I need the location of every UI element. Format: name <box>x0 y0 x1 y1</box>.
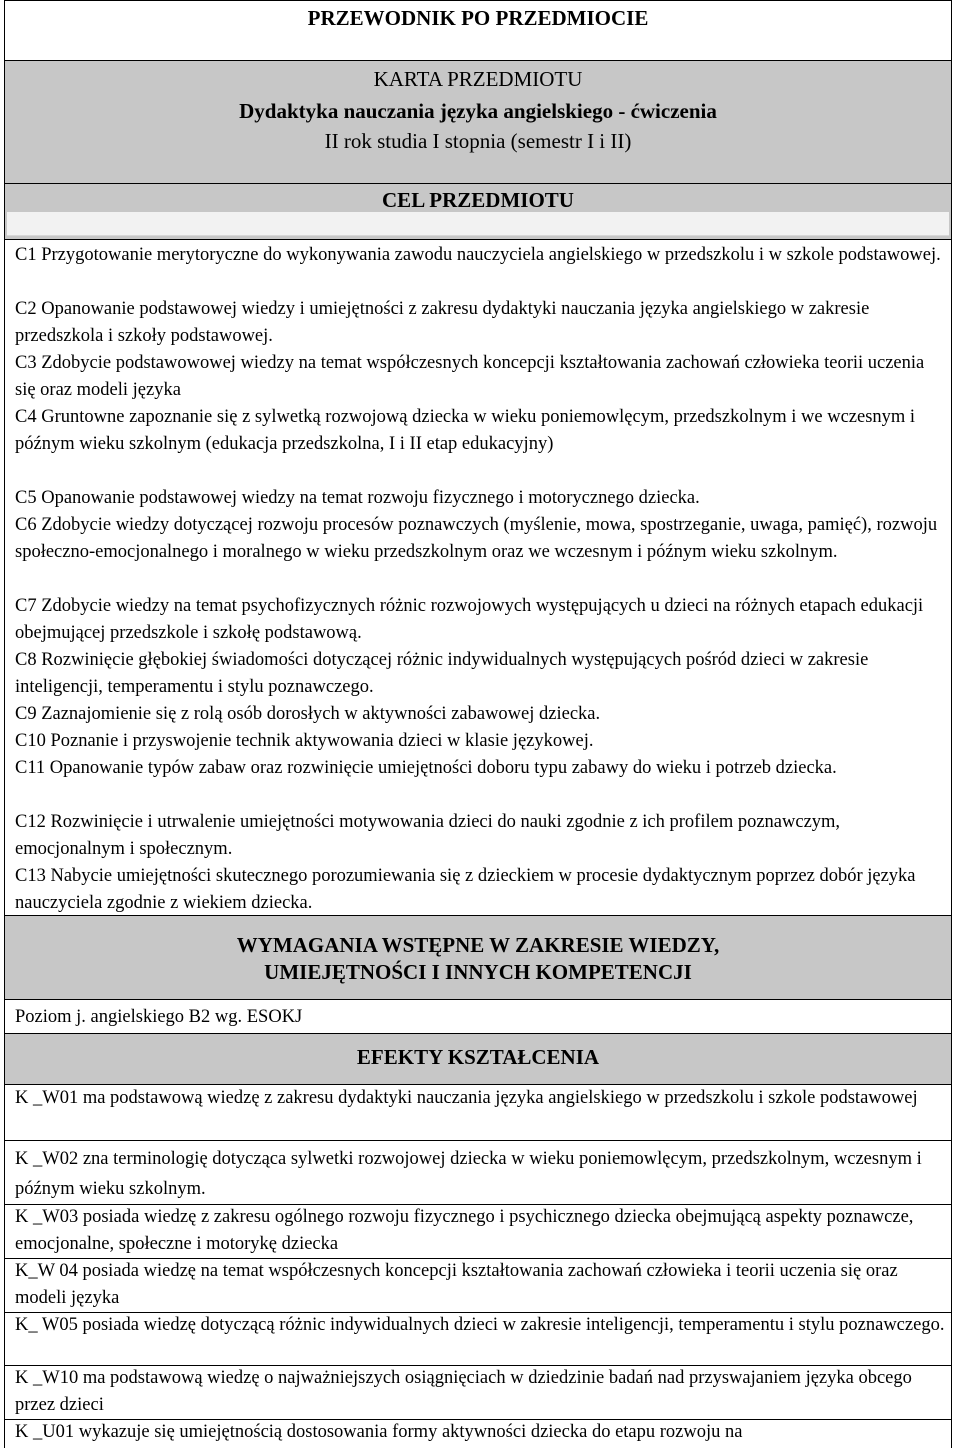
course-name: Dydaktyka nauczania języka angielskiego - ćwiczenia <box>239 99 717 123</box>
cel-item: C1 Przygotowanie merytoryczne do wykonywania zawodu nauczyciela angielskiego w przedszkolu i w szkole podstawowej. <box>15 245 941 265</box>
cel-item: C8 Rozwinięcie głębokiej świadomości dotyczącej różnic indywidualnych występujących pośród dzieci w zakresie inteligencji, temperamentu i stylu poznawczego. <box>15 650 869 697</box>
cel-item: C10 Poznanie i przyswojenie technik aktywowania dzieci w klasie językowej. <box>15 731 594 751</box>
cel-item: C5 Opanowanie podstawowej wiedzy na temat rozwoju fizycznego i motorycznego dziecka. <box>15 488 700 508</box>
cel-item: C2 Opanowanie podstawowej wiedzy i umiejętności z zakresu dydaktyki nauczania języka angielskiego w zakresie przedszkola i szkoły podstawowej. <box>15 299 870 346</box>
cel-item: C9 Zaznajomienie się z rolą osób dorosłych w aktywności zabawowej dziecka. <box>15 704 601 724</box>
cel-heading: CEL PRZEDMIOTU <box>382 188 574 212</box>
card-label: KARTA PRZEDMIOTU <box>373 67 583 91</box>
wymagania-heading-section <box>5 916 951 999</box>
efekt-item: K _W10 ma podstawową wiedzę o najważniejszych osiągnięciach w dziedzinie badań nad przyswajaniem języka obcego przez dzieci <box>15 1368 912 1415</box>
cel-item: C11 Opanowanie typów zabaw oraz rozwinięcie umiejętności doboru typu zabawy do wieku i potrzeb dziecka. <box>15 758 837 778</box>
efekt-item: K_W 04 posiada wiedzę na temat współczesnych koncepcji kształtowania zachowań człowieka i teorii uczenia się oraz modeli języka <box>15 1261 898 1308</box>
cel-item: C3 Zdobycie podstawowowej wiedzy na temat współczesnych koncepcji kształtowania zachowań człowieka teorii uczenia się oraz modeli języka <box>15 353 925 400</box>
cel-item: C6 Zdobycie wiedzy dotyczącej rozwoju procesów poznawczych (myślenie, mowa, spostrzeganie, uwaga, pamięć), rozwoju społeczno-emocjonalnego i moralnego w wieku przedszkolnym oraz we wczesnym i późnym wieku szkolnym. <box>15 515 938 562</box>
course-card-section <box>5 61 951 183</box>
efekt-item: K _W02 zna terminologię dotycząca sylwetki rozwojowej dziecka w wieku poniemowlęcym, przedszkolnym, wczesnym i późnym wieku szkolnym. <box>15 1149 922 1199</box>
efekty-heading: EFEKTY KSZTAŁCENIA <box>356 1045 600 1069</box>
efekt-item: K _U01 wykazuje się umiejętnością dostosowania formy aktywności dziecka do etapu rozwoju na <box>15 1422 743 1442</box>
cel-heading-section <box>5 184 951 239</box>
cel-item: C12 Rozwinięcie i utrwalenie umiejętności motywowania dzieci do nauki zgodnie z ich profilem poznawczym, emocjonalnym i społecznym. <box>15 812 841 859</box>
efekt-item: K _W01 ma podstawową wiedzę z zakresu dydaktyki nauczania języka angielskiego w przedszkolu i szkole podstawowej <box>15 1088 918 1108</box>
cel-item: C13 Nabycie umiejętności skutecznego porozumiewania się z dzieckiem w procesie dydaktycznym poprzez dobór języka nauczyciela zgodnie z wiekiem dziecka. <box>15 866 916 913</box>
wymagania-heading-line2: UMIEJĘTNOŚCI I INNYCH KOMPETENCJI <box>264 960 692 984</box>
efekt-item: K _W03 posiada wiedzę z zakresu ogólnego rozwoju fizycznego i psychicznego dziecka obejmującą aspekty poznawcze, emocjonalne, społeczne i motorykę dziecka <box>15 1207 914 1254</box>
cel-item: C4 Gruntowne zapoznanie się z sylwetką rozwojową dziecka w wieku poniemowlęcym, przedszkolnym i we wczesnym i późnym wieku szkolnym (edukacja przedszkolna, I i II etap edukacyjny) <box>15 407 916 454</box>
wymagania-text: Poziom j. angielskiego B2 wg. ESOKJ <box>15 1007 303 1027</box>
course-year: II rok studia I stopnia (semestr I i II) <box>324 129 632 153</box>
document-page <box>4 0 952 1448</box>
page-title: PRZEWODNIK PO PRZEDMIOCIE <box>307 6 649 30</box>
efekt-item: K_ W05 posiada wiedzę dotyczącą różnic indywidualnych dzieci w zakresie inteligencji, temperamentu i stylu poznawczego. <box>15 1315 945 1335</box>
wymagania-heading-line1: WYMAGANIA WSTĘPNE W ZAKRESIE WIEDZY, <box>236 933 720 957</box>
efekty-heading-section <box>5 1034 951 1084</box>
cel-item: C7 Zdobycie wiedzy na temat psychofizycznych różnic rozwojowych występujących u dzieci na różnych etapach edukacji obejmującej przedszkole i szkołę podstawową. <box>15 596 924 643</box>
